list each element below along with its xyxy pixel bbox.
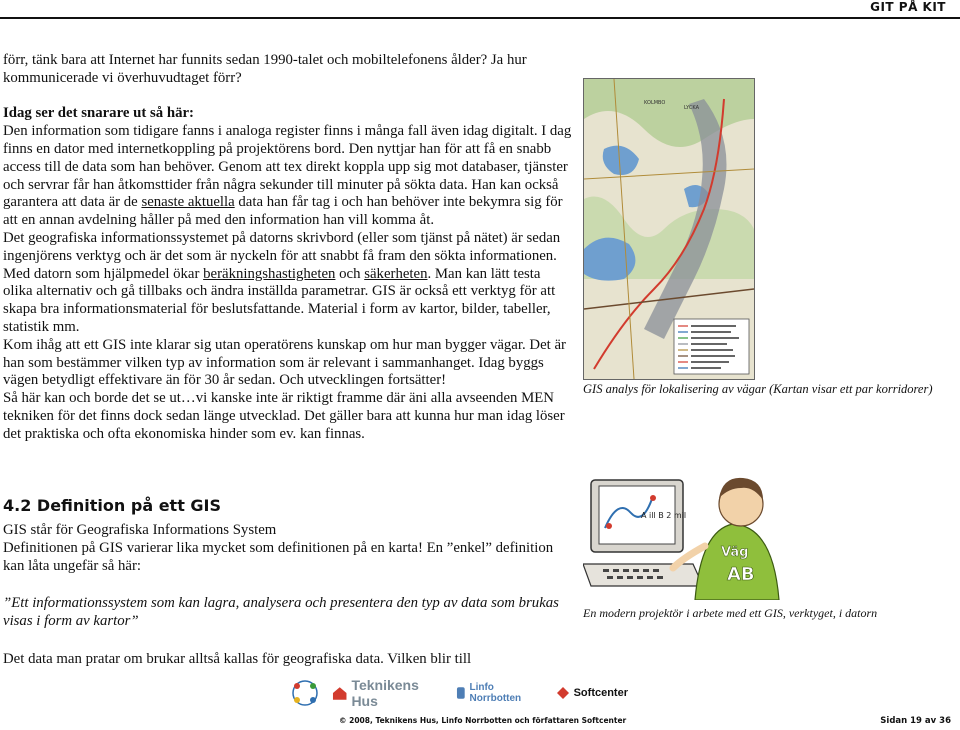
definition-line-1: GIS står för Geografiska Informations System xyxy=(3,522,277,538)
map-label-lycka: LYCKA xyxy=(684,105,700,111)
logo-small-emblem xyxy=(288,678,322,708)
shirt-text-ab: AB xyxy=(727,564,755,585)
logo-softcenter xyxy=(556,686,628,700)
linfo-icon xyxy=(456,686,466,700)
map-graphic xyxy=(584,79,754,379)
softcenter-icon xyxy=(556,686,570,700)
cartoon-graphic xyxy=(583,468,793,600)
main-text xyxy=(3,52,573,444)
logo-linfo xyxy=(456,682,546,704)
definition-quote: ”Ett informationssystem som kan lagra, analysera och presentera den typ av data som brukas visas i form av kartor” xyxy=(3,595,559,629)
spacer xyxy=(3,88,573,106)
paragraph-2 xyxy=(3,230,573,337)
section-heading: 4.2 Definition på ett GIS xyxy=(3,496,222,515)
definition-block xyxy=(3,522,573,575)
map-label-kolmbo: KOLMBO xyxy=(644,100,666,106)
paragraph-4: Så här kan och borde det se ut…vi kanske inte är riktigt framme där äni alla avseenden MEN tekniken för det finns dock sedan länge utvecklad. Det gäller bara att kunna hur man idag löser det praktiska och ofta ekonomiska hinder som ev. kan finnas. xyxy=(3,390,565,442)
screen-text: A ill B 2 mil xyxy=(641,511,687,520)
closing-line: Det data man pratar om brukar alltså kallas för geografiska data. Vilken blir till xyxy=(3,651,472,667)
paragraph-1 xyxy=(3,123,573,230)
logo-linfo-text: Linfo Norrbotten xyxy=(469,682,522,704)
projector-cartoon xyxy=(583,468,793,600)
paragraph-3: Kom ihåg att ett GIS inte klarar sig utan operatörens kunskap om hur man bygger vägar. Det är han som bestämmer vilken typ av information som är relevant i sammanhanget. Idag byggs vägen betydligt effektivare än för 30 år sedan. Och utvecklingen fortsätter! xyxy=(3,336,566,389)
link-sakerheten[interactable]: säkerheten xyxy=(364,265,428,282)
shirt-text-vag: Väg xyxy=(721,545,749,560)
footer-copyright: © 2008, Teknikens Hus, Linfo Norrbotten och författaren Softcenter xyxy=(339,716,627,725)
link-senaste-aktuella[interactable]: senaste aktuella xyxy=(141,194,235,211)
partner-logos xyxy=(288,676,628,710)
intro-line-1: förr, tänk bara att Internet har funnits sedan 1990-talet och mobiltelefonens ålder? Ja hur xyxy=(3,52,527,68)
header-rule xyxy=(0,17,960,19)
lead-heading: Idag ser det snarare ut så här: xyxy=(3,105,194,122)
definition-line-2: Definitionen på GIS varierar lika mycket som definitionen på en karta! En ”enkel” definition kan låta ungefär så här: xyxy=(3,539,554,574)
logo-teknikens-hus xyxy=(332,677,446,709)
paragraph-2-tail: . Man kan lätt testa olika alternativ och gå tillbaks och ändra inställda parametrar. GIS är också ett verktyg för att skapa bra informationsmaterial för beslutsfattande. Material i form av kartor, bilder, tabeller, statistik mm. xyxy=(3,265,556,335)
footer-page-number: Sidan 19 av 36 xyxy=(880,716,951,726)
paragraph-1-tail: data han får tag i och han behöver inte bekymra sig för att en annan avdelning håller på med den information han vill komma åt. xyxy=(3,194,563,229)
page-header-title: GIT PÅ KIT xyxy=(870,0,946,14)
emblem-icon xyxy=(288,678,322,708)
paragraph-1-text: Den information som tidigare fanns i analoga register finns i många fall även idag digitalt. I dag finns en dator med internetkoppling på projektörens bord. Den nyttjar han för att få en snabb access till de data som han behöver. Genom att tex direkt koppla upp sig mot databaser, tjänster och servrar får han åtkomsttider från några sekunder till minuter på sökta data. Han kan också garantera att data är de xyxy=(3,123,572,211)
intro-line-2: kommunicerade vi överhuvudtaget förr? xyxy=(3,69,242,86)
paragraph-2-and: och xyxy=(339,265,361,282)
gis-map-figure xyxy=(583,78,755,380)
logo-teknikens-hus-text: Teknikens Hus xyxy=(351,677,419,709)
cartoon-caption: En modern projektör i arbete med ett GIS, verktyget, i datorn xyxy=(583,606,878,620)
link-berakningshastigheten[interactable]: beräkningshastigheten xyxy=(203,265,336,282)
paragraph-2-text: Det geografiska informationssystemet på datorns skrivbord (eller som tjänst på nätet) är sedan ingenjörens verktyg och är det som är nyckeln för att snabbt få fram den sökta informationen. Med datorn som hjälpmedel ökar xyxy=(3,229,561,282)
logo-softcenter-text: Softcenter xyxy=(573,687,628,699)
house-icon xyxy=(332,685,347,701)
map-caption: GIS analys för lokalisering av vägar (Kartan visar ett par korridorer) xyxy=(583,382,933,396)
